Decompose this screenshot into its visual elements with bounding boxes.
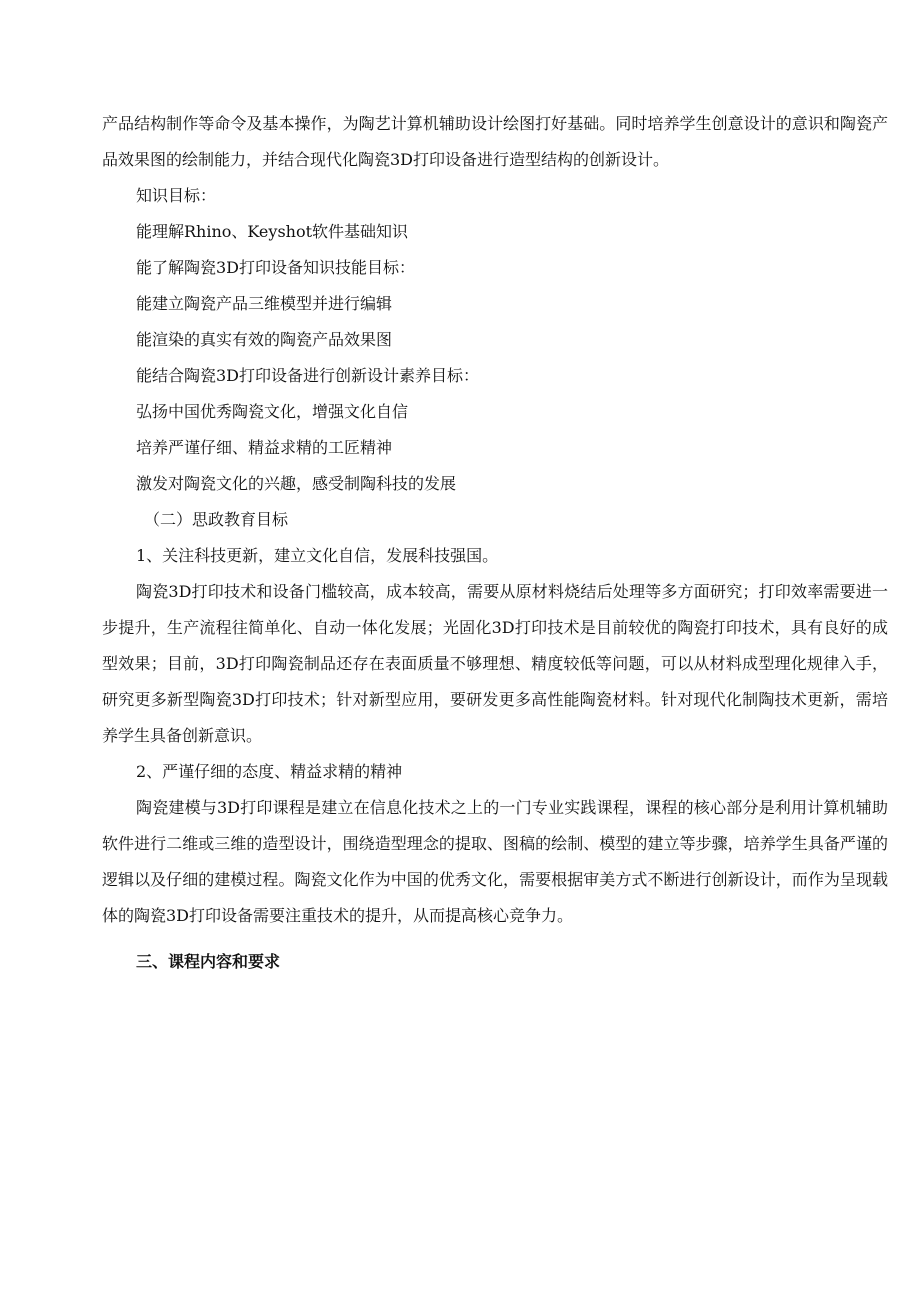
objective-item: 能渲染的真实有效的陶瓷产品效果图 [136, 330, 393, 349]
objective-item: 能结合陶瓷3D打印设备进行创新设计素养目标： [136, 366, 480, 385]
section-three-heading: 三、课程内容和要求 [136, 952, 281, 971]
objective-item: 能理解Rhino、Keyshot软件基础知识 [136, 222, 409, 241]
ideological-goals-heading: （二）思政教育目标 [144, 510, 289, 529]
objective-item: 弘扬中国优秀陶瓷文化，增强文化自信 [136, 402, 409, 421]
objective-item: 培养严谨仔细、精益求精的工匠精神 [136, 438, 393, 457]
point-2-title: 2、严谨仔细的态度、精益求精的精神 [136, 762, 403, 781]
intro-paragraph: 产品结构制作等命令及基本操作，为陶艺计算机辅助设计绘图打好基础。同时培养学生创意设计的意识和陶瓷产品效果图的绘制能力，并结合现代化陶瓷3D打印设备进行造型结构的创新设计。 [102, 114, 888, 169]
objective-knowledge-heading: 知识目标： [136, 186, 217, 205]
point-1-title: 1、关注科技更新，建立文化自信，发展科技强国。 [136, 546, 499, 565]
objective-item: 激发对陶瓷文化的兴趣，感受制陶科技的发展 [136, 474, 457, 493]
objective-item: 能了解陶瓷3D打印设备知识技能目标： [136, 258, 416, 277]
point-2-body: 陶瓷建模与3D打印课程是建立在信息化技术之上的一门专业实践课程，课程的核心部分是利用计算机辅助软件进行二维或三维的造型设计，围绕造型理念的提取、图稿的绘制、模型的建立等步骤，培养学生具备严谨的逻辑以及仔细的建模过程。陶瓷文化作为中国的优秀文化，需要根据审美方式不断进行创新设计，而作为呈现载体的陶瓷3D打印设备需要注重技术的提升，从而提高核心竞争力。 [102, 798, 888, 925]
point-1-body: 陶瓷3D打印技术和设备门槛较高，成本较高，需要从原材料烧结后处理等多方面研究；打印效率需要进一步提升，生产流程往简单化、自动一体化发展；光固化3D打印技术是目前较优的陶瓷打印技术，具有良好的成型效果；目前，3D打印陶瓷制品还存在表面质量不够理想、精度较低等问题，可以从材料成型理化规律入手，研究更多新型陶瓷3D打印技术；针对新型应用，要研发更多高性能陶瓷材料。针对现代化制陶技术更新，需培养学生具备创新意识。 [102, 582, 888, 745]
objective-item: 能建立陶瓷产品三维模型并进行编辑 [136, 294, 393, 313]
